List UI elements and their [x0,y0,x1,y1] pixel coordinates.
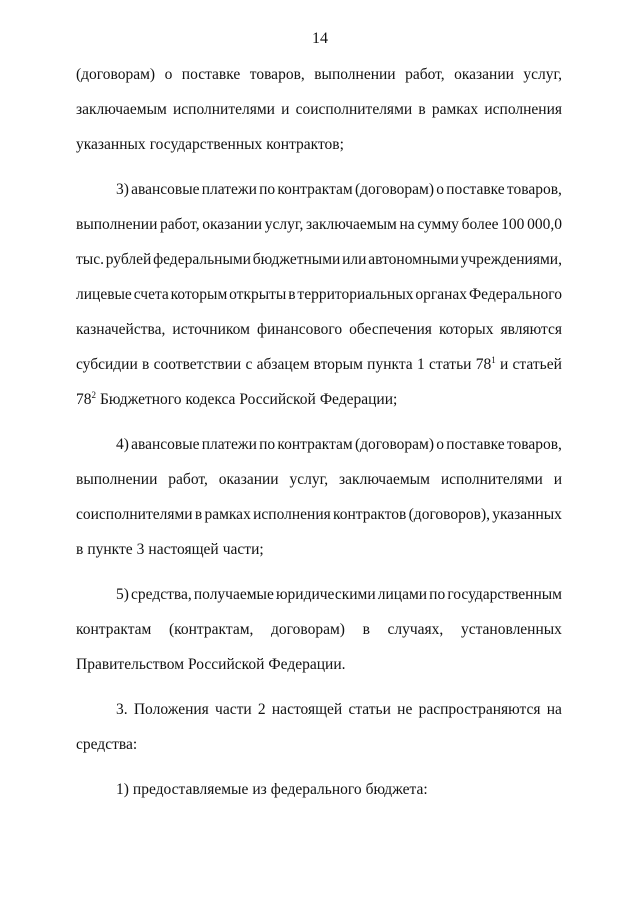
word: работ, [168,471,208,488]
word: платежи [201,436,257,453]
word: случаях, [387,621,444,638]
word: федеральными [153,251,251,268]
word: 5) [116,586,129,603]
paragraph [76,436,562,576]
word: обеспечения [349,321,432,338]
word: лицевые [76,286,132,303]
word: субсидии [76,356,138,373]
word: бюджета: [365,781,428,798]
word: 1 [416,356,425,373]
text-line [76,586,562,621]
text-line [76,391,562,426]
word: средства: [76,736,138,753]
word: платежи [201,181,257,198]
word: о [164,66,173,83]
word: пункте [87,541,133,558]
word: поставке [446,436,505,453]
word: 000,0 [527,216,562,233]
word: заключаемым [305,216,397,233]
word: Российской [239,391,316,408]
word: в [418,101,426,118]
word: о [436,181,444,198]
word: (договорам) [354,436,435,453]
text-line [76,66,562,101]
word: указанных [76,136,146,153]
word: по [429,586,446,603]
word: источником [172,321,250,338]
word: контрактов; [266,136,344,153]
word: из [252,781,267,798]
word: в [362,621,370,638]
word: контрактам [277,181,353,198]
word: поставке [446,181,505,198]
word: 4) [116,436,129,453]
word: открыты [229,286,287,303]
word: счета [133,286,169,303]
word: исполнителями [173,101,275,118]
word: 100 [501,216,525,233]
word: поставке [181,66,241,83]
word: по [259,436,276,453]
word: Российской [188,656,265,673]
word: выполнении [76,471,158,488]
text-line [76,541,562,576]
word: рамках [431,101,479,118]
word: распространяются [418,701,541,718]
word: указанных [492,506,562,523]
word: товаров, [506,436,562,453]
word: части [215,701,252,718]
text-line [76,436,562,471]
word: тыс. [76,251,104,268]
text-line [76,656,562,691]
word: лицами [377,586,428,603]
word: государственным [447,586,562,603]
word: юридическими [275,586,376,603]
text-line [76,471,562,506]
paragraph [76,781,562,816]
word: исполнителями [440,471,543,488]
word: финансового [256,321,343,338]
word: $78^2$ [76,390,96,408]
word: заключаемым [76,101,167,118]
word: федерального [270,781,362,798]
word: соисполнителями [76,506,193,523]
text-line [76,286,562,321]
word: в [76,541,84,558]
word: установленных [460,621,562,638]
word: не [397,701,413,718]
text-line [76,356,562,391]
word: оказании [202,216,263,233]
word: авансовые [131,436,200,453]
word: товаров, [249,66,305,83]
word: в [288,286,296,303]
word: государственных [149,136,263,153]
word: или [342,251,367,268]
word: вторым [313,356,363,373]
word: являются [500,321,562,338]
page-number: 14 [312,30,328,47]
text-line [76,736,562,771]
text-line [76,701,562,736]
word: настоящей [271,701,343,718]
text-line [76,101,562,136]
word: которых [438,321,494,338]
word: авансовые [131,181,200,198]
word: статьи [428,356,472,373]
word: (договоров), [408,506,490,523]
word: 3. [116,701,128,718]
word: Федерального [468,286,562,303]
word: соответствии [153,356,242,373]
word: казначейства, [76,321,166,338]
word: и [499,356,509,373]
word: средства, [131,586,192,603]
word: оказании [454,66,514,83]
word: работ, [160,216,200,233]
text-line [76,216,562,251]
word: услуг, [264,216,304,233]
word: рублей [105,251,152,268]
word: контрактам [277,436,353,453]
text-line [76,181,562,216]
word: заключаемым [339,471,430,488]
text-line [76,621,562,656]
word: более [461,216,499,233]
word: с [245,356,253,373]
text-line [76,506,562,541]
word: территориальных [297,286,414,303]
word: 3 [136,541,145,558]
word: $78^1$ [475,355,496,373]
word: контрактов [333,506,407,523]
word: Бюджетного [100,391,182,408]
word: настоящей [148,541,219,558]
paragraph [76,66,562,171]
word: по [259,181,276,198]
text-line [76,781,562,816]
word: работ, [405,66,445,83]
text-line [76,321,562,356]
word: на [546,701,562,718]
word: органах [415,286,468,303]
text-line [76,251,562,286]
word: и [553,471,562,488]
document-body [76,66,562,816]
word: исполнения [253,506,331,523]
word: получаемые [193,586,274,603]
word: статьи [348,701,391,718]
word: части; [222,541,264,558]
word: которым [170,286,228,303]
paragraph [76,586,562,691]
word: в [142,356,150,373]
word: оказании [218,471,279,488]
paragraph [76,181,562,426]
word: соисполнителями [295,101,413,118]
word: контрактам [76,621,152,638]
word: на [399,216,415,233]
word: сумму [417,216,459,233]
word: о [436,436,444,453]
word: (договорам) [76,66,156,83]
word: Положения [133,701,209,718]
word: выполнении [314,66,396,83]
word: Правительством [76,656,185,673]
word: абзацем [256,356,310,373]
word: услуг, [523,66,562,83]
word: учреждениями, [460,251,562,268]
word: выполнении [76,216,158,233]
word: услуг, [289,471,329,488]
word: предоставляемые [132,781,249,798]
word: бюджетными [252,251,341,268]
word: 2 [257,701,266,718]
word: товаров, [506,181,562,198]
word: (контрактам, [168,621,254,638]
word: автономными [368,251,459,268]
word: 1) [116,781,129,798]
word: 3) [116,181,129,198]
word: исполнения [484,101,562,118]
word: договорам) [271,621,345,638]
word: Федерации. [268,656,346,673]
word: кодекса [185,391,236,408]
word: статьей [512,356,562,373]
word: в [194,506,203,523]
word: (договорам) [354,181,435,198]
word: пункта [367,356,413,373]
word: и [281,101,290,118]
paragraph [76,701,562,771]
text-line [76,136,562,171]
word: рамках [204,506,251,523]
word: Федерации; [319,391,398,408]
